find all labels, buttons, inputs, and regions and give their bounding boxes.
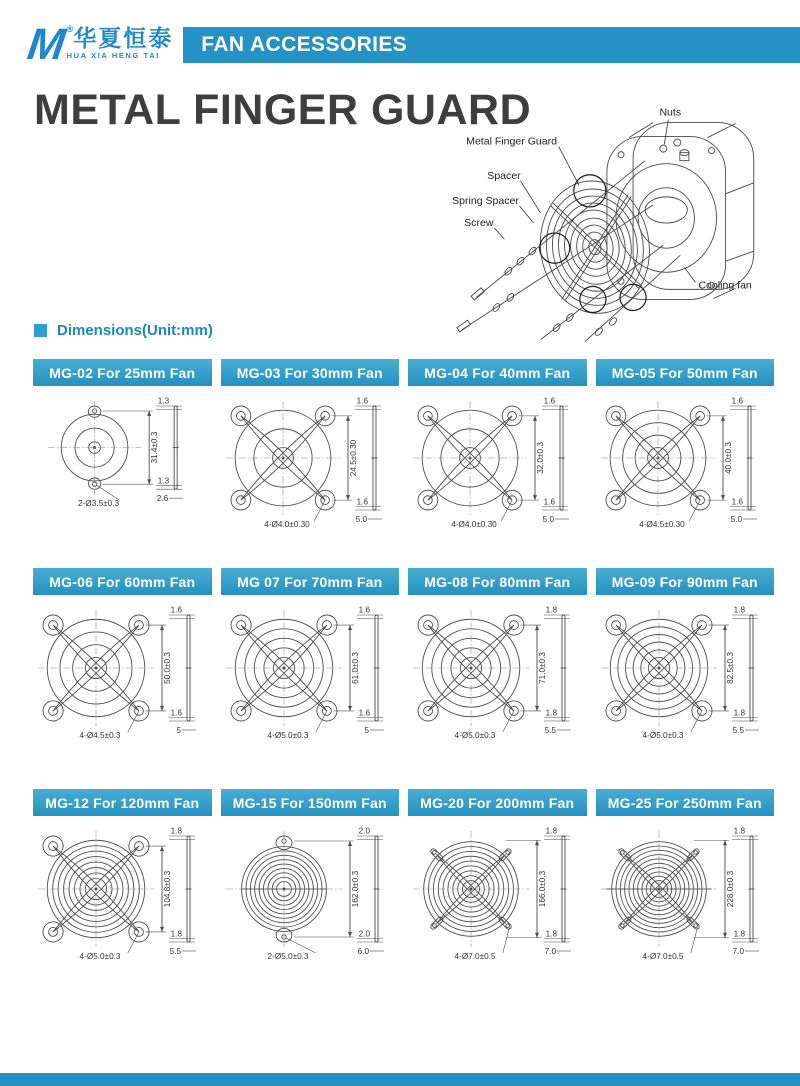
height-dimension-label: 40.0±0.3	[723, 442, 733, 475]
page-header	[0, 0, 800, 69]
holes-dimension-label: 4-Ø5.0±0.3	[454, 731, 496, 741]
side-width-label: 6.0	[357, 947, 369, 957]
product-card	[221, 568, 400, 771]
section-bullet-icon	[34, 324, 47, 337]
holes-dimension-label: 4-Ø7.0±0.5	[454, 952, 496, 962]
side-width-label: 5	[363, 726, 369, 736]
height-dimension-label: 162.0±0.3	[350, 871, 360, 908]
height-dimension-label: 24.5±0.30	[348, 440, 358, 477]
side-thickness-top-label: 1.8	[545, 826, 557, 836]
product-card	[33, 789, 212, 1010]
technical-drawing	[408, 599, 586, 771]
side-thickness-top-label: 1.8	[545, 605, 557, 615]
side-thickness-top-label: 1.6	[731, 396, 743, 406]
side-thickness-bottom-label: 1.6	[170, 708, 182, 718]
product-card-header: MG-04 For 40mm Fan	[408, 359, 587, 386]
side-width-label: 7.0	[544, 947, 556, 957]
technical-drawing	[408, 390, 586, 550]
height-dimension-label: 104.8±0.3	[163, 871, 172, 908]
side-thickness-top-label: 1.6	[358, 605, 370, 615]
height-dimension-label: 71.0±0.3	[538, 652, 547, 685]
product-card-header: MG-25 For 250mm Fan	[596, 789, 775, 816]
holes-dimension-label: 4-Ø5.0±0.3	[642, 731, 683, 741]
diagram-label-screw: Screw	[464, 217, 494, 230]
side-thickness-bottom-label: 1.8	[170, 929, 182, 939]
side-thickness-top-label: 2.0	[358, 826, 370, 836]
product-card-header: MG-15 For 150mm Fan	[221, 789, 400, 816]
side-thickness-bottom-label: 1.6	[731, 497, 743, 507]
height-dimension-label: 61.0±0.3	[350, 652, 360, 685]
side-thickness-bottom-label: 1.3	[157, 477, 170, 487]
technical-drawing	[33, 599, 211, 771]
height-dimension-label: 82.5±0.3	[725, 652, 735, 685]
side-width-label: 5.5	[732, 726, 744, 736]
side-width-label: 2.6	[156, 494, 169, 504]
technical-drawing	[33, 820, 211, 1010]
holes-dimension-label: 4-Ø4.0±0.30	[451, 520, 497, 530]
product-card	[408, 568, 587, 771]
height-dimension-label: 32.0±0.3	[536, 442, 545, 475]
technical-drawing	[408, 820, 586, 1010]
side-width-label: 5.5	[544, 726, 556, 736]
height-dimension-label: 228.0±0.3	[725, 871, 735, 908]
holes-dimension-label: 2-Ø5.0±0.3	[267, 952, 308, 962]
side-thickness-top-label: 1.6	[543, 396, 555, 406]
side-thickness-top-label: 1.8	[733, 605, 745, 615]
product-card	[221, 789, 400, 1010]
footer-bar	[0, 1073, 800, 1086]
assembly-diagram	[436, 98, 800, 342]
diagram-label-spring-spacer: Spring Spacer	[452, 194, 519, 207]
diagram-label-spacer: Spacer	[487, 169, 521, 182]
product-card	[33, 359, 212, 550]
technical-drawing	[596, 820, 774, 1010]
product-card	[596, 568, 775, 771]
side-thickness-bottom-label: 1.6	[356, 497, 368, 507]
category-banner: FAN ACCESSORIES	[183, 27, 800, 63]
holes-dimension-label: 4-Ø4.5±0.30	[638, 520, 685, 530]
product-card-header: MG-20 For 200mm Fan	[408, 789, 587, 816]
holes-dimension-label: 4-Ø7.0±0.5	[642, 952, 683, 962]
company-name-cn: 华夏恒泰	[73, 25, 174, 51]
holes-dimension-label: 4-Ø4.5±0.3	[79, 731, 121, 741]
technical-drawing	[596, 390, 774, 550]
product-card-header: MG-03 For 30mm Fan	[221, 359, 400, 386]
registered-mark: ®	[66, 24, 74, 34]
company-logo	[24, 20, 174, 69]
technical-drawing	[221, 599, 399, 771]
side-thickness-top-label: 1.3	[157, 396, 170, 406]
product-card-header: MG-08 For 80mm Fan	[408, 568, 587, 595]
technical-drawing	[596, 599, 774, 771]
section-title: Dimensions(Unit:mm)	[57, 322, 213, 340]
holes-dimension-label: 4-Ø5.0±0.3	[267, 731, 308, 741]
product-card	[33, 568, 212, 771]
product-card	[596, 359, 775, 550]
diagram-label-nuts: Nuts	[659, 106, 682, 119]
product-grid	[33, 359, 774, 1010]
side-width-label: 5.5	[169, 947, 181, 957]
logo-m-icon: M	[24, 20, 67, 69]
product-card-header: MG-12 For 120mm Fan	[33, 789, 212, 816]
page-title: METAL FINGER GUARD	[34, 86, 532, 135]
technical-drawing	[33, 390, 211, 550]
side-thickness-top-label: 1.6	[170, 605, 182, 615]
side-thickness-bottom-label: 1.6	[543, 497, 555, 507]
side-thickness-bottom-label: 1.8	[545, 929, 557, 939]
assembly-diagram-svg	[436, 98, 800, 342]
product-card-header: MG-06 For 60mm Fan	[33, 568, 212, 595]
product-card-header: MG-05 For 50mm Fan	[596, 359, 775, 386]
side-thickness-top-label: 1.8	[170, 826, 182, 836]
side-thickness-bottom-label: 1.8	[733, 929, 745, 939]
height-dimension-label: 166.0±0.3	[538, 871, 547, 908]
side-thickness-bottom-label: 1.8	[733, 708, 745, 718]
product-card	[221, 359, 400, 550]
holes-dimension-label: 4-Ø4.0±0.30	[263, 520, 310, 530]
diagram-label-cooling-fan: Cooling fan	[698, 279, 752, 292]
side-thickness-top-label: 1.6	[356, 396, 368, 406]
product-card-header: MG 07 For 70mm Fan	[221, 568, 400, 595]
side-width-label: 5.0	[730, 515, 742, 525]
side-thickness-bottom-label: 1.8	[545, 708, 557, 718]
product-card	[408, 359, 587, 550]
holes-dimension-label: 2-Ø3.5±0.3	[78, 499, 120, 509]
product-card	[596, 789, 775, 1010]
diagram-label-metal-finger-guard: Metal Finger Guard	[466, 135, 558, 148]
side-thickness-top-label: 1.8	[733, 826, 745, 836]
side-width-label: 5.0	[542, 515, 554, 525]
product-card-header: MG-09 For 90mm Fan	[596, 568, 775, 595]
technical-drawing	[221, 820, 399, 1010]
side-thickness-bottom-label: 2.0	[358, 929, 370, 939]
technical-drawing	[221, 390, 399, 550]
product-card	[408, 789, 587, 1010]
holes-dimension-label: 4-Ø5.0±0.3	[79, 952, 121, 962]
product-card-header: MG-02 For 25mm Fan	[33, 359, 212, 386]
company-name-en: HUA XIA HENG TAI	[66, 51, 160, 61]
side-width-label: 7.0	[732, 947, 744, 957]
side-thickness-bottom-label: 1.6	[358, 708, 370, 718]
height-dimension-label: 31.4±0.3	[150, 432, 160, 464]
side-width-label: 5.0	[355, 515, 367, 525]
height-dimension-label: 50.0±0.3	[163, 652, 172, 685]
side-width-label: 5	[176, 726, 181, 736]
